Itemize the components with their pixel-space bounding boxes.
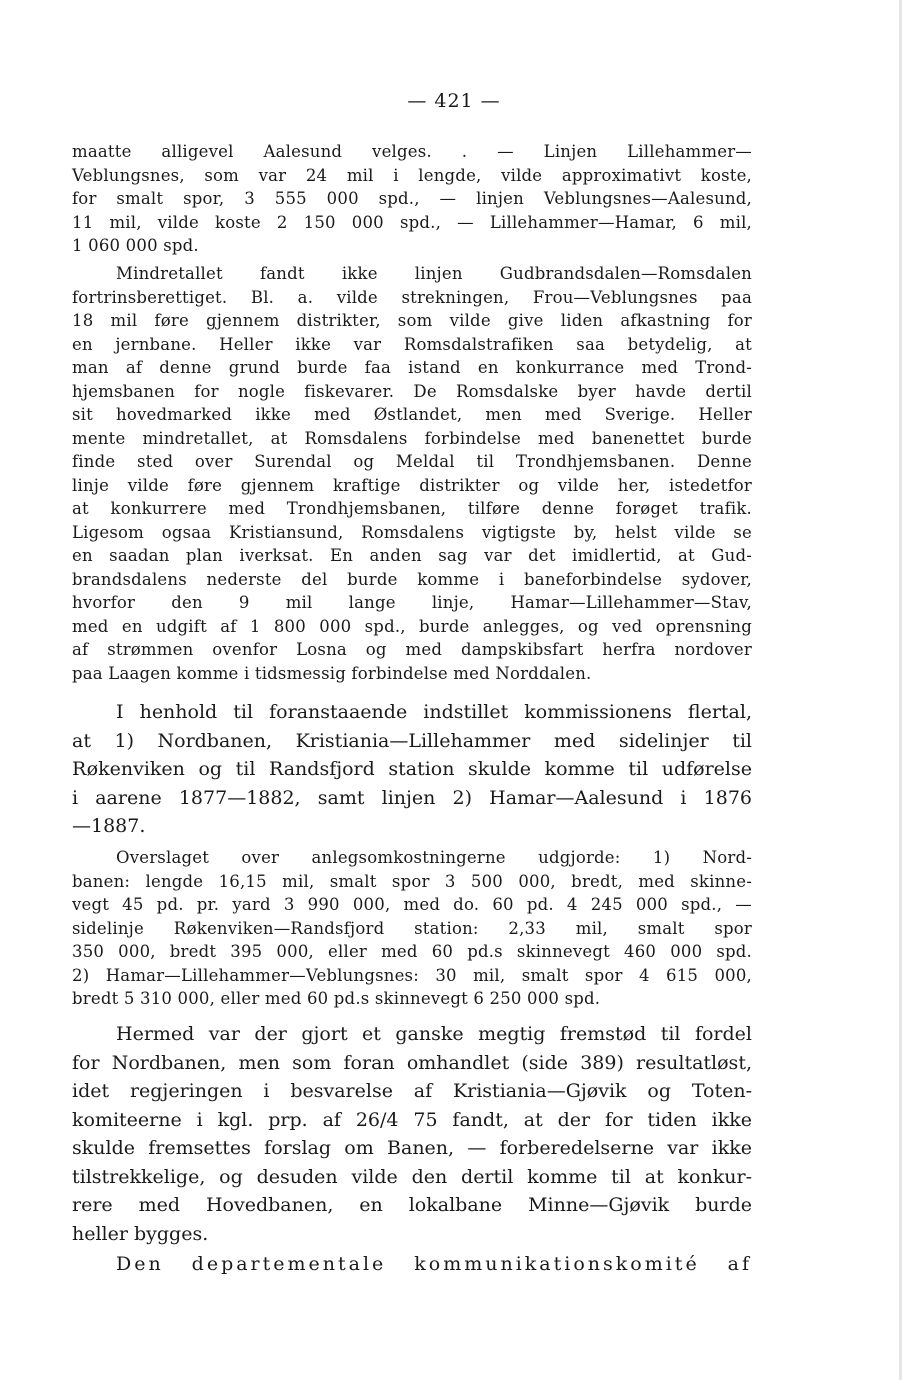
- text-line: finde sted over Surendal og Meldal til Trondhjemsbanen. Denne: [72, 452, 752, 471]
- text-line: en saadan plan iverksat. En anden sag var det imidlertid, at Gud-: [72, 546, 752, 565]
- text-line: vegt 45 pd. pr. yard 3 990 000, med do. 60 pd. 4 245 000 spd., —: [72, 895, 752, 914]
- text-line: 18 mil føre gjennem distrikter, som vilde give liden afkastning for: [72, 311, 752, 330]
- text-line: —1887.: [72, 815, 146, 837]
- text-line: banen: lengde 16,15 mil, smalt spor 3 500 000, bredt, med skinne-: [72, 871, 752, 891]
- text-line: hjemsbanen for nogle fiskevarer. De Romsdalske byer havde dertil: [72, 381, 752, 401]
- text-line: at 1) Nordbanen, Kristiania—Lillehammer med sidelinjer til: [72, 729, 752, 752]
- page-number: — 421 —: [407, 90, 501, 112]
- paragraph-6: [72, 1250, 752, 1279]
- text-line: bredt 5 310 000, eller med 60 pd.s skinnevegt 6 250 000 spd.: [72, 989, 601, 1008]
- paragraph-2: [72, 262, 752, 685]
- text-line: 11 mil, vilde koste 2 150 000 spd., — Lillehammer—Hamar, 6 mil,: [72, 212, 752, 232]
- text-line: paa Laagen komme i tidsmessig forbindelse med Norddalen.: [72, 663, 592, 683]
- text-line: Veblungsnes, som var 24 mil i lengde, vilde approximativt koste,: [72, 165, 752, 185]
- text-line: sit hovedmarked ikke med Østlandet, men med Sverige. Heller: [72, 405, 752, 424]
- text-line: for Nordbanen, men som foran omhandlet (side 389) resultatløst,: [72, 1051, 752, 1074]
- text-line: tilstrekkelige, og desuden vilde den dertil komme til at konkur-: [72, 1165, 752, 1188]
- text-line: Den departementale kommunikationskomité af: [116, 1253, 752, 1275]
- paragraph-3: [72, 698, 752, 841]
- text-line: sidelinje Røkenviken—Randsfjord station: 2,33 mil, smalt spor: [72, 918, 752, 938]
- text-line: komiteerne i kgl. prp. af 26/4 75 fandt, at der for tiden ikke: [72, 1108, 752, 1131]
- text-line: af strømmen ovenfor Losna og med dampskibsfart herfra nordover: [72, 640, 752, 659]
- text-line: Hermed var der gjort et ganske megtig fremstød til fordel: [116, 1023, 752, 1045]
- text-line: maatte alligevel Aalesund velges. . — Linjen Lillehammer—: [72, 142, 752, 161]
- text-line: Mindretallet fandt ikke linjen Gudbrandsdalen—Romsdalen: [116, 264, 752, 283]
- text-line: rere med Hovedbanen, en lokalbane Minne—Gjøvik burde: [72, 1194, 752, 1216]
- text-line: Røkenviken og til Randsfjord station skulde komme til udførelse: [72, 758, 752, 780]
- text-line: Ligesom ogsaa Kristiansund, Romsdalens vigtigste by, helst vilde se: [72, 522, 752, 542]
- page-edge-shadow: [899, 0, 902, 1380]
- text-line: Overslaget over anlegsomkostningerne udgjorde: 1) Nord-: [116, 848, 752, 867]
- paragraph-4: [72, 846, 752, 1011]
- text-line: linje vilde føre gjennem kraftige distrikter og vilde her, istedetfor: [72, 475, 752, 495]
- text-line: for smalt spor, 3 555 000 spd., — linjen Veblungsnes—Aalesund,: [72, 189, 752, 208]
- text-line: heller bygges.: [72, 1222, 209, 1245]
- text-line: idet regjeringen i besvarelse af Kristiania—Gjøvik og Toten-: [72, 1080, 752, 1102]
- text-line: man af denne grund burde faa istand en konkurrance med Trond-: [72, 358, 752, 377]
- paragraph-1: [72, 140, 752, 258]
- text-line: at konkurrere med Trondhjemsbanen, tilføre denne forøget trafik.: [72, 499, 752, 518]
- text-line: 350 000, bredt 395 000, eller med 60 pd.s skinnevegt 460 000 spd.: [72, 942, 752, 961]
- text-line: brandsdalens nederste del burde komme i baneforbindelse sydover,: [72, 569, 752, 589]
- text-line: hvorfor den 9 mil lange linje, Hamar—Lillehammer—Stav,: [72, 593, 752, 612]
- paragraph-5: [72, 1020, 752, 1248]
- text-line: 1 060 000 spd.: [72, 236, 199, 255]
- text-line: med en udgift af 1 800 000 spd., burde anlegges, og ved oprensning: [72, 616, 752, 636]
- text-line: 2) Hamar—Lillehammer—Veblungsnes: 30 mil, smalt spor 4 615 000,: [72, 965, 752, 985]
- text-line: i aarene 1877—1882, samt linjen 2) Hamar—Aalesund i 1876: [72, 786, 752, 809]
- text-line: skulde fremsettes forslag om Banen, — forberedelserne var ikke: [72, 1137, 752, 1159]
- text-line: en jernbane. Heller ikke var Romsdalstrafiken saa betydelig, at: [72, 334, 752, 354]
- text-line: fortrinsberettiget. Bl. a. vilde strekningen, Frou—Veblungsnes paa: [72, 287, 752, 307]
- text-line: I henhold til foranstaaende indstillet kommissionens flertal,: [116, 701, 752, 723]
- text-line: mente mindretallet, at Romsdalens forbindelse med banenettet burde: [72, 428, 752, 448]
